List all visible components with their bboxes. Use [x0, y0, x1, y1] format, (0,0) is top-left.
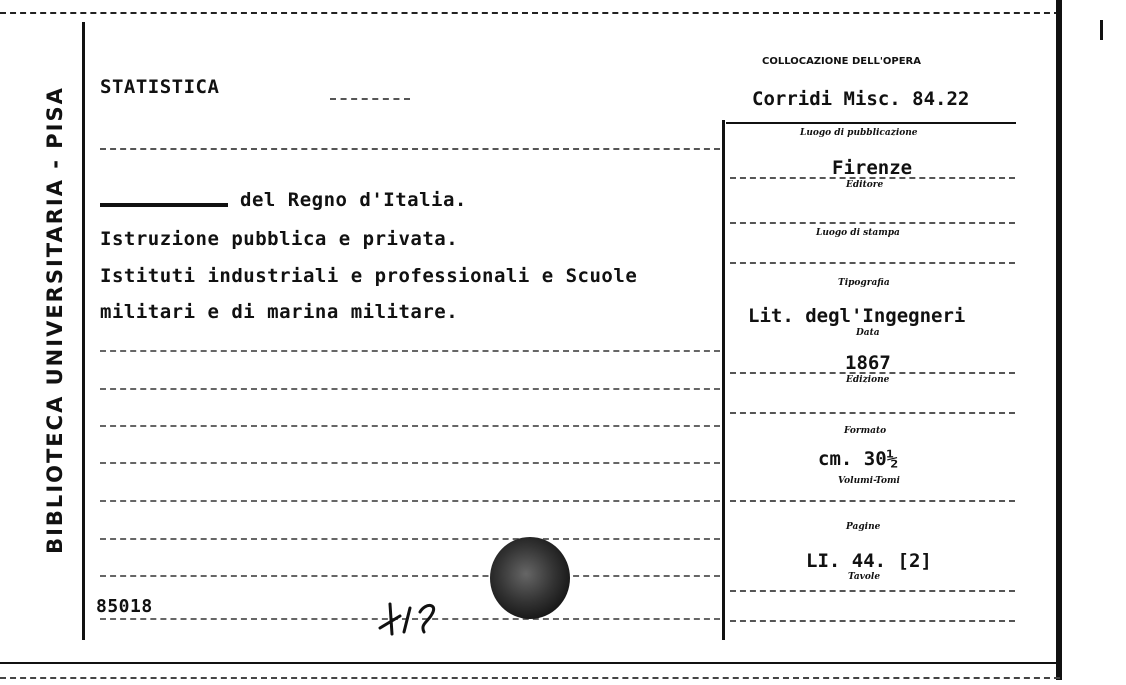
field-value-data: 1867 [845, 352, 891, 374]
card-top-edge [0, 12, 1060, 14]
field-label-data: Data [856, 328, 880, 338]
card-bottom-edge [0, 662, 1060, 664]
library-seal [490, 537, 570, 619]
right-rule [730, 372, 1015, 374]
main-rule [100, 388, 720, 390]
field-value-tipografia: Lit. degl'Ingegneri [748, 305, 966, 327]
main-rule [330, 98, 410, 100]
main-rule [100, 575, 720, 577]
field-label-volumi: Volumi-Tomi [838, 476, 900, 486]
main-rule [100, 500, 720, 502]
handwritten-note [372, 598, 462, 638]
subject-heading: STATISTICA [100, 76, 220, 98]
inventory-number: 85018 [96, 596, 153, 617]
field-label-pagine: Pagine [846, 522, 881, 532]
right-rule [730, 500, 1015, 502]
title-line: militari e di marina militare. [100, 301, 459, 323]
title-line: Istituti industriali e professionali e Scuole [100, 265, 638, 287]
field-label-formato: Formato [844, 426, 887, 436]
right-rule [730, 620, 1015, 622]
field-label-editore: Editore [846, 180, 884, 190]
title-line: Istruzione pubblica e privata. [100, 228, 459, 250]
right-rule [730, 590, 1015, 592]
field-value-luogo-pubblicazione: Firenze [832, 157, 913, 179]
right-rule [730, 412, 1015, 414]
library-name: BIBLIOTECA UNIVERSITARIA - PISA [43, 86, 67, 554]
right-rule [730, 222, 1015, 224]
card-bottom-edge-dashed [0, 677, 1060, 679]
main-rule [100, 425, 720, 427]
main-rule [100, 462, 720, 464]
field-value-pagine: LI. 44. [2] [806, 550, 932, 572]
library-vertical-stamp [10, 40, 100, 600]
card-right-border [1056, 0, 1062, 680]
field-value-formato: cm. 30½ [818, 448, 899, 470]
main-rule [100, 538, 720, 540]
card-right-border-outer [1100, 20, 1103, 40]
main-rule [100, 148, 720, 150]
title-line: del Regno d'Italia. [240, 189, 467, 211]
title-blank-dash [100, 203, 228, 207]
field-label-tipografia: Tipografia [838, 278, 890, 288]
field-label-luogo-stampa: Luogo di stampa [816, 228, 900, 238]
right-rule [730, 177, 1015, 179]
field-label-tavole: Tavole [848, 572, 881, 582]
column-divider [722, 120, 725, 640]
main-rule [100, 350, 720, 352]
collocation-header: COLLOCAZIONE DELL'OPERA [762, 56, 921, 67]
field-label-luogo-pubblicazione: Luogo di pubblicazione [800, 128, 918, 138]
field-label-edizione: Edizione [846, 375, 890, 385]
shelfmark: Corridi Misc. 84.22 [752, 88, 970, 110]
right-top-rule [726, 122, 1016, 124]
right-rule [730, 262, 1015, 264]
